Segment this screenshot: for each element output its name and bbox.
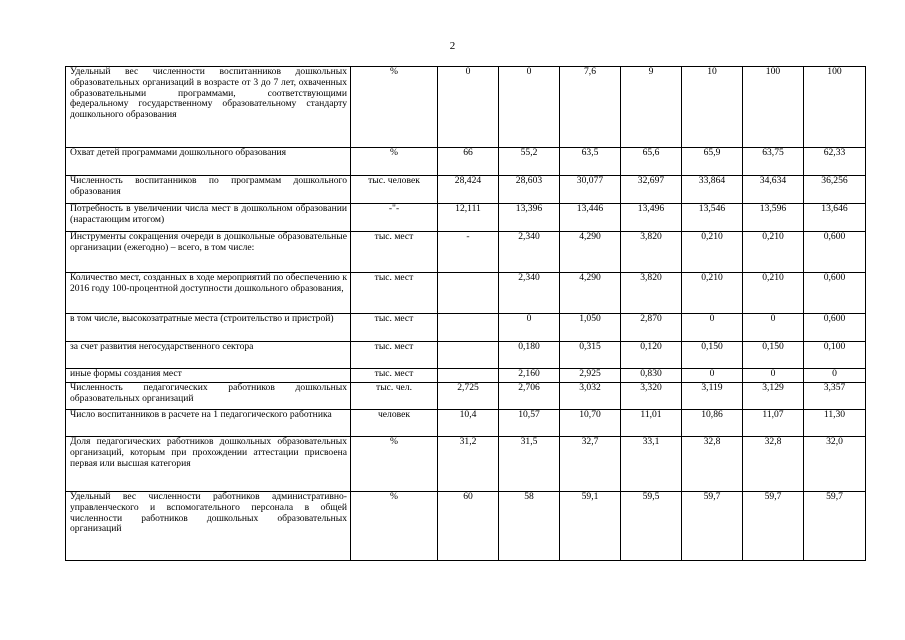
row-value: 62,33 xyxy=(804,148,866,176)
row-value: 32,7 xyxy=(560,437,621,492)
row-value: 0,830 xyxy=(621,369,682,383)
row-value: 0,315 xyxy=(560,342,621,369)
row-value: 59,1 xyxy=(560,492,621,561)
row-label: иные формы создания мест xyxy=(66,369,351,383)
row-value: 59,7 xyxy=(743,492,804,561)
table-row xyxy=(66,492,866,561)
row-label: за счет развития негосударственного сектора xyxy=(66,342,351,369)
row-value: 0,210 xyxy=(682,273,743,314)
row-value: 100 xyxy=(804,67,866,148)
row-value: 55,2 xyxy=(499,148,560,176)
indicators-table xyxy=(65,66,866,561)
row-value: 0,210 xyxy=(743,232,804,273)
row-value: 3,032 xyxy=(560,383,621,410)
row-label: Удельный вес численности воспитанников дошкольных образовательных организаций в возрасте от 3 до 7 лет, охваченных образовательными программами, соответствующими федеральному государственному образовательному стандарту дошкольного образования xyxy=(66,67,351,148)
row-value: 34,634 xyxy=(743,176,804,204)
row-value: 28,603 xyxy=(499,176,560,204)
row-value: 1,050 xyxy=(560,314,621,342)
row-value: 2,340 xyxy=(499,273,560,314)
row-value: 60 xyxy=(438,492,499,561)
row-value: 58 xyxy=(499,492,560,561)
row-unit: тыс. мест xyxy=(351,369,438,383)
row-value: 32,8 xyxy=(743,437,804,492)
row-unit: человек xyxy=(351,410,438,437)
row-value: 3,820 xyxy=(621,273,682,314)
row-value: 3,129 xyxy=(743,383,804,410)
row-value: 0 xyxy=(682,314,743,342)
row-value: 32,0 xyxy=(804,437,866,492)
row-value: 0,150 xyxy=(743,342,804,369)
row-unit: % xyxy=(351,148,438,176)
table-row xyxy=(66,314,866,342)
row-value: 10,4 xyxy=(438,410,499,437)
row-value: 0,600 xyxy=(804,314,866,342)
row-value: 7,6 xyxy=(560,67,621,148)
row-unit: -"- xyxy=(351,204,438,232)
row-value: 2,725 xyxy=(438,383,499,410)
row-unit: % xyxy=(351,437,438,492)
row-value: 10,70 xyxy=(560,410,621,437)
table-row xyxy=(66,383,866,410)
row-value: 2,160 xyxy=(499,369,560,383)
row-value: 0 xyxy=(499,314,560,342)
row-value: 0 xyxy=(499,67,560,148)
row-value: 63,5 xyxy=(560,148,621,176)
row-value: 36,256 xyxy=(804,176,866,204)
row-value: 12,111 xyxy=(438,204,499,232)
row-label: Численность воспитанников по программам дошкольного образования xyxy=(66,176,351,204)
row-value: 33,864 xyxy=(682,176,743,204)
row-value: 10 xyxy=(682,67,743,148)
row-unit: тыс. мест xyxy=(351,273,438,314)
table-row xyxy=(66,342,866,369)
row-value: 100 xyxy=(743,67,804,148)
row-value: 4,290 xyxy=(560,232,621,273)
row-value: 2,340 xyxy=(499,232,560,273)
row-value xyxy=(438,273,499,314)
row-value: 9 xyxy=(621,67,682,148)
table-row xyxy=(66,410,866,437)
row-value: 0,600 xyxy=(804,273,866,314)
row-unit: % xyxy=(351,492,438,561)
row-value xyxy=(438,369,499,383)
row-value: 11,01 xyxy=(621,410,682,437)
row-value: 13,396 xyxy=(499,204,560,232)
row-value xyxy=(438,342,499,369)
row-value: 0 xyxy=(743,369,804,383)
row-value: 0 xyxy=(804,369,866,383)
row-label: Количество мест, созданных в ходе мероприятий по обеспечению к 2016 году 100-процентной доступности дошкольного образования, xyxy=(66,273,351,314)
row-value: 32,8 xyxy=(682,437,743,492)
row-value: 4,290 xyxy=(560,273,621,314)
row-value: - xyxy=(438,232,499,273)
row-value xyxy=(438,314,499,342)
table-row xyxy=(66,273,866,314)
row-value: 10,86 xyxy=(682,410,743,437)
row-value: 65,9 xyxy=(682,148,743,176)
row-value: 13,646 xyxy=(804,204,866,232)
row-label: Охват детей программами дошкольного образования xyxy=(66,148,351,176)
row-value: 0 xyxy=(682,369,743,383)
row-label: Доля педагогических работников дошкольных образовательных организаций, которым при прохождении аттестации присвоена первая или высшая категория xyxy=(66,437,351,492)
row-value: 0,600 xyxy=(804,232,866,273)
row-unit: тыс. человек xyxy=(351,176,438,204)
row-unit: % xyxy=(351,67,438,148)
table-row xyxy=(66,369,866,383)
row-value: 59,7 xyxy=(682,492,743,561)
row-value: 11,30 xyxy=(804,410,866,437)
row-unit: тыс. чел. xyxy=(351,383,438,410)
row-label: Удельный вес численности работников административно-управленческого и вспомогательного персонала в общей численности работников дошкольных образовательных организаций xyxy=(66,492,351,561)
row-value: 2,870 xyxy=(621,314,682,342)
row-value: 0,210 xyxy=(743,273,804,314)
row-value: 33,1 xyxy=(621,437,682,492)
row-value: 13,446 xyxy=(560,204,621,232)
row-value: 0,120 xyxy=(621,342,682,369)
row-unit: тыс. мест xyxy=(351,232,438,273)
row-label: Число воспитанников в расчете на 1 педагогического работника xyxy=(66,410,351,437)
table-row xyxy=(66,232,866,273)
table-row xyxy=(66,67,866,148)
row-value: 65,6 xyxy=(621,148,682,176)
row-value: 11,07 xyxy=(743,410,804,437)
row-value: 31,5 xyxy=(499,437,560,492)
row-value: 0,210 xyxy=(682,232,743,273)
row-value: 3,820 xyxy=(621,232,682,273)
row-value: 0 xyxy=(743,314,804,342)
row-label: Численность педагогических работников дошкольных образовательных организаций xyxy=(66,383,351,410)
row-value: 28,424 xyxy=(438,176,499,204)
row-value: 2,706 xyxy=(499,383,560,410)
row-value: 0,100 xyxy=(804,342,866,369)
table-row xyxy=(66,148,866,176)
row-unit: тыс. мест xyxy=(351,314,438,342)
row-value: 3,119 xyxy=(682,383,743,410)
row-label: Инструменты сокращения очереди в дошкольные образовательные организации (ежегодно) – всего, в том числе: xyxy=(66,232,351,273)
row-value: 10,57 xyxy=(499,410,560,437)
table-row xyxy=(66,204,866,232)
table-row xyxy=(66,437,866,492)
row-value: 0,180 xyxy=(499,342,560,369)
row-value: 31,2 xyxy=(438,437,499,492)
row-value: 63,75 xyxy=(743,148,804,176)
row-label: в том числе, высокозатратные места (строительство и пристрой) xyxy=(66,314,351,342)
row-value: 0 xyxy=(438,67,499,148)
row-value: 13,496 xyxy=(621,204,682,232)
row-value: 3,320 xyxy=(621,383,682,410)
row-value: 13,546 xyxy=(682,204,743,232)
row-value: 32,697 xyxy=(621,176,682,204)
table-body xyxy=(66,67,866,561)
row-unit: тыс. мест xyxy=(351,342,438,369)
row-value: 2,925 xyxy=(560,369,621,383)
row-value: 13,596 xyxy=(743,204,804,232)
row-value: 66 xyxy=(438,148,499,176)
row-label: Потребность в увеличении числа мест в дошкольном образовании (нарастающим итогом) xyxy=(66,204,351,232)
row-value: 30,077 xyxy=(560,176,621,204)
row-value: 59,5 xyxy=(621,492,682,561)
page-number: 2 xyxy=(449,40,456,52)
row-value: 3,357 xyxy=(804,383,866,410)
row-value: 0,150 xyxy=(682,342,743,369)
table-row xyxy=(66,176,866,204)
row-value: 59,7 xyxy=(804,492,866,561)
